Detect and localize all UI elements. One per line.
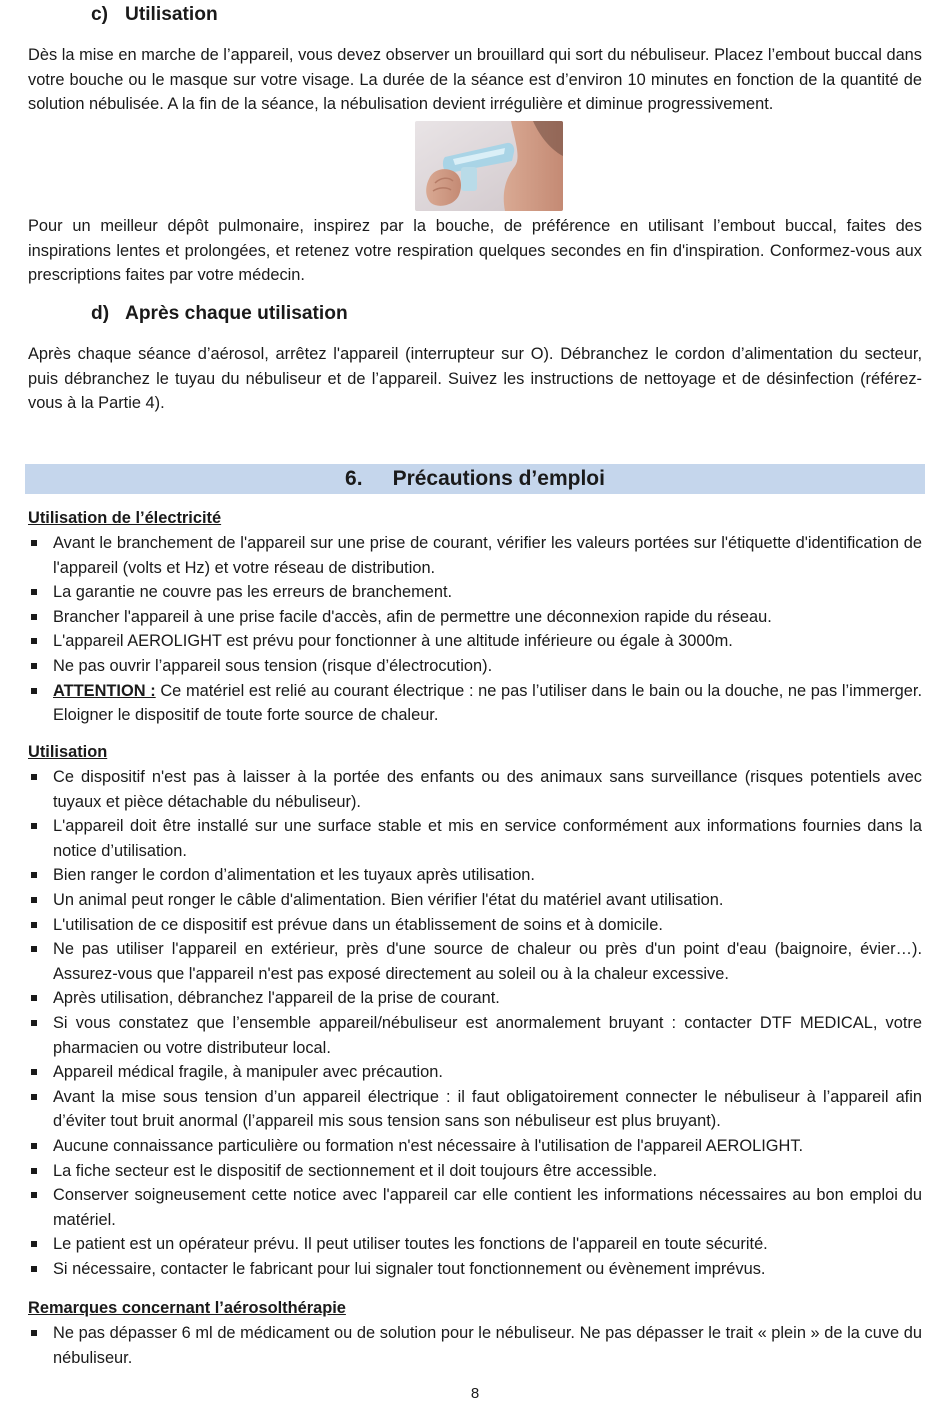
bullet-square-icon bbox=[31, 1241, 37, 1247]
list-item: Ne pas utiliser l'appareil en extérieur, près d'une source de chaleur ou près d'un point d'eau (baignoire, évier…). Assurez-vous que l'appareil n'est pas exposé directement au soleil ou à la chaleur excessive. bbox=[28, 937, 922, 986]
subsection-heading-d bbox=[91, 302, 348, 327]
subsection-title: Après chaque utilisation bbox=[125, 303, 348, 324]
section-title bbox=[25, 464, 925, 494]
bullet-square-icon bbox=[31, 946, 37, 952]
group-title-utilisation: Utilisation bbox=[28, 743, 108, 761]
nebulizer-mouthpiece-image bbox=[415, 121, 563, 211]
bullet-square-icon bbox=[31, 1020, 37, 1026]
subsection-heading-c bbox=[91, 3, 218, 28]
bullet-square-icon bbox=[31, 1069, 37, 1075]
section-heading-bar bbox=[25, 464, 925, 494]
bullet-square-icon bbox=[31, 1094, 37, 1100]
list-item: Ce dispositif n'est pas à laisser à la portée des enfants ou des animaux sans surveillance (risques potentiels avec tuyaux et pièce détachable du nébuliseur). bbox=[28, 765, 922, 814]
bullet-square-icon bbox=[31, 922, 37, 928]
list-item: Appareil médical fragile, à manipuler avec précaution. bbox=[28, 1060, 922, 1085]
subsection-label: d) bbox=[91, 303, 110, 324]
bullet-square-icon bbox=[31, 1143, 37, 1149]
attention-label: ATTENTION : bbox=[53, 681, 156, 700]
list-item: L'appareil doit être installé sur une surface stable et mis en service conformément aux informations fournies dans la notice d’utilisation. bbox=[28, 814, 922, 863]
list-item: Si nécessaire, contacter le fabricant pour lui signaler tout fonctionnement ou évènement imprévus. bbox=[28, 1257, 922, 1282]
list-item: Un animal peut ronger le câble d'alimentation. Bien vérifier l'état du matériel avant utilisation. bbox=[28, 888, 922, 913]
list-item: Après utilisation, débranchez l'appareil de la prise de courant. bbox=[28, 986, 922, 1011]
paragraph-after-use: Après chaque séance d’aérosol, arrêtez l'appareil (interrupteur sur O). Débranchez le cordon d’alimentation du secteur, puis débranchez le tuyau du nébuliseur et de l’appareil. Suivez les instructions de nettoyage et de désinfection (référez-vous à la Partie 4). bbox=[28, 345, 922, 413]
bullet-square-icon bbox=[31, 1330, 37, 1336]
list-item: L'appareil AEROLIGHT est prévu pour fonctionner à une altitude inférieure ou égale à 3000m. bbox=[28, 629, 922, 654]
section-title-text: Précautions d’emploi bbox=[392, 467, 605, 490]
list-item: Aucune connaissance particulière ou formation n'est nécessaire à l'utilisation de l'appareil AEROLIGHT. bbox=[28, 1134, 922, 1159]
subsection-label: c) bbox=[91, 4, 109, 25]
subsection-title: Utilisation bbox=[125, 4, 218, 25]
bullet-square-icon bbox=[31, 688, 37, 694]
list-item: La garantie ne couvre pas les erreurs de branchement. bbox=[28, 580, 922, 605]
bullet-square-icon bbox=[31, 897, 37, 903]
list-item: Brancher l'appareil à une prise facile d'accès, afin de permettre une déconnexion rapide du réseau. bbox=[28, 605, 922, 630]
list-item-attention bbox=[28, 679, 922, 728]
list-electricite bbox=[28, 531, 922, 728]
page-number: 8 bbox=[470, 1385, 480, 1402]
paragraph-breathing-advice: Pour un meilleur dépôt pulmonaire, inspirez par la bouche, de préférence en utilisant l’embout buccal, faites des inspirations lentes et prolongées, et retenez votre respiration quelques secondes en fin d'inspiration. Conformez-vous aux prescriptions faites par votre médecin. bbox=[28, 217, 922, 285]
bullet-square-icon bbox=[31, 995, 37, 1001]
attention-text: Ce matériel est relié au courant électrique : ne pas l’utiliser dans le bain ou la douche, ne pas l’immerger. Eloigner le dispositif de toute forte source de chaleur. bbox=[53, 681, 923, 725]
bullet-square-icon bbox=[31, 1168, 37, 1174]
list-item: Conserver soigneusement cette notice avec l'appareil car elle contient les informations nécessaires au bon emploi du matériel. bbox=[28, 1183, 922, 1232]
list-item: Bien ranger le cordon d’alimentation et les tuyaux après utilisation. bbox=[28, 863, 922, 888]
bullet-square-icon bbox=[31, 614, 37, 620]
bullet-square-icon bbox=[31, 872, 37, 878]
bullet-square-icon bbox=[31, 774, 37, 780]
list-item: Le patient est un opérateur prévu. Il peut utiliser toutes les fonctions de l'appareil en toute sécurité. bbox=[28, 1232, 922, 1257]
nebulizer-photo bbox=[415, 121, 563, 211]
group-title-remarques: Remarques concernant l’aérosolthérapie bbox=[28, 1299, 346, 1317]
paragraph-nebulizer-start: Dès la mise en marche de l’appareil, vous devez observer un brouillard qui sort du nébuliseur. Placez l’embout buccal dans votre bouche ou le masque sur votre visage. La durée de la séance est d’environ 10 minutes en fonction de la quantité de solution nébulisée. A la fin de la séance, la nébulisation devient irrégulière et diminue progressivement. bbox=[28, 46, 922, 114]
bullet-square-icon bbox=[31, 1192, 37, 1198]
list-item: Avant la mise sous tension d’un appareil électrique : il faut obligatoirement connecter le nébuliseur à l’appareil afin d’éviter tout bruit anormal (l’appareil mis sous tension sans son nébuliseur est plus bruyant). bbox=[28, 1085, 922, 1134]
bullet-square-icon bbox=[31, 540, 37, 546]
list-item: Si vous constatez que l’ensemble appareil/nébuliseur est anormalement bruyant : contacter DTF MEDICAL, votre pharmacien ou votre distributeur local. bbox=[28, 1011, 922, 1060]
bullet-square-icon bbox=[31, 1266, 37, 1272]
section-number: 6. bbox=[345, 467, 363, 490]
list-item: Avant le branchement de l'appareil sur une prise de courant, vérifier les valeurs portées sur l'étiquette d'identification de l'appareil (volts et Hz) et votre réseau de distribution. bbox=[28, 531, 922, 580]
list-item: Ne pas ouvrir l’appareil sous tension (risque d’électrocution). bbox=[28, 654, 922, 679]
list-remarques bbox=[28, 1321, 922, 1370]
list-item: La fiche secteur est le dispositif de sectionnement et il doit toujours être accessible. bbox=[28, 1159, 922, 1184]
bullet-square-icon bbox=[31, 663, 37, 669]
bullet-square-icon bbox=[31, 589, 37, 595]
bullet-square-icon bbox=[31, 823, 37, 829]
list-item: Ne pas dépasser 6 ml de médicament ou de solution pour le nébuliseur. Ne pas dépasser le trait « plein » de la cuve du nébuliseur. bbox=[28, 1321, 922, 1370]
bullet-square-icon bbox=[31, 638, 37, 644]
group-title-electricite: Utilisation de l’électricité bbox=[28, 509, 222, 527]
list-item: L'utilisation de ce dispositif est prévue dans un établissement de soins et à domicile. bbox=[28, 913, 922, 938]
list-utilisation bbox=[28, 765, 922, 1281]
